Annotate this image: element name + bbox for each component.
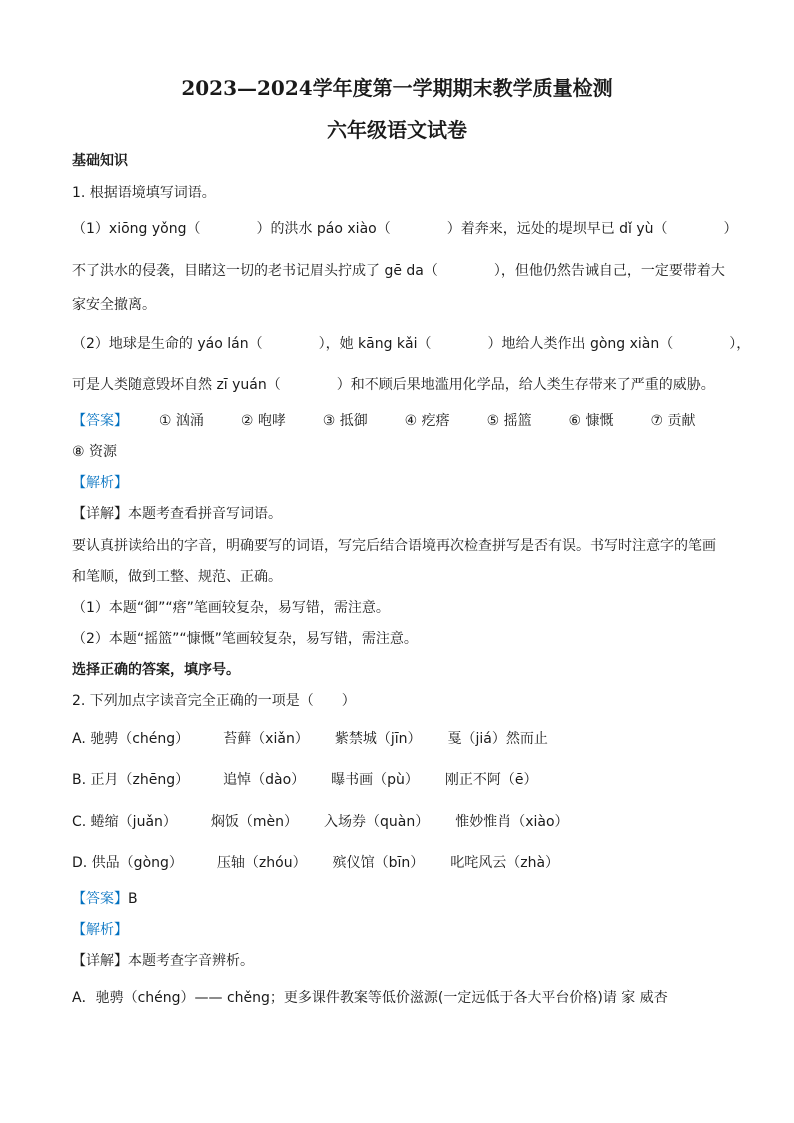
section-heading: 基础知识 bbox=[72, 153, 128, 169]
option-word: 压轴（zhóu） bbox=[216, 855, 307, 871]
analysis-tag: 【解析】 bbox=[72, 922, 128, 938]
answer-row bbox=[72, 890, 138, 908]
answer-item: ⑧ 资源 bbox=[72, 444, 118, 460]
option-word: B. 正月（zhēng） bbox=[72, 772, 190, 788]
q1-line: 不了洪水的侵袭，目睹这一切的老书记眉头拧成了 gē da（ ），但他仍然告诫自己，一定要带着大 bbox=[72, 263, 725, 279]
doc-title: 2023—2024学年度第一学期期末教学质量检测 bbox=[181, 76, 613, 100]
answer-item: ③ 抵御 bbox=[322, 413, 368, 429]
q1-line: 可是人类随意毁坏自然 zī yuán（ ）和不顾后果地滥用化学品，给人类生存带来了严重的威胁。 bbox=[72, 377, 715, 393]
question-stem: 1. 根据语境填写词语。 bbox=[72, 185, 216, 201]
option-d bbox=[72, 854, 585, 872]
q1-line: （1）xiōng yǒng（ ）的洪水 páo xiào（ ）着奔来，远处的堤坝早已 dǐ yù（ ） bbox=[72, 221, 738, 237]
option-word: C. 蜷缩（juǎn） bbox=[72, 814, 177, 830]
detail-tag: 【详解】 bbox=[72, 506, 128, 522]
option-word: A. 驰骋（chéng） bbox=[72, 731, 190, 747]
explanation-line: 要认真拼读给出的字音，明确要写的词语，写完后结合语境再次检查拼写是否有误。书写时注意字的笔画 bbox=[72, 538, 716, 554]
option-word: 入场券（quàn） bbox=[324, 814, 430, 830]
q1-line: （2）地球是生命的 yáo lán（ ），她 kāng kǎi（ ）地给人类作出 gòng xiàn（ ）， bbox=[72, 336, 751, 352]
explanation-line: （2）本题“摇篮”“慷慨”笔画较复杂，易写错，需注意。 bbox=[72, 631, 418, 647]
option-word: 叱咤风云（zhà） bbox=[450, 855, 560, 871]
detail-text: 本题考查看拼音写词语。 bbox=[128, 506, 282, 522]
option-word: D. 供品（gòng） bbox=[72, 855, 183, 871]
q1-line: 家安全撤离。 bbox=[72, 297, 156, 313]
option-word: 殡仪馆（bīn） bbox=[332, 855, 425, 871]
option-b bbox=[72, 771, 564, 789]
section-heading: 选择正确的答案，填序号。 bbox=[72, 662, 240, 678]
option-word: 追悼（dào） bbox=[223, 772, 306, 788]
answer-item: ⑦ 贡献 bbox=[650, 413, 696, 429]
option-c bbox=[72, 813, 595, 831]
explanation-line: 和笔顺，做到工整、规范、正确。 bbox=[72, 569, 282, 585]
option-a bbox=[72, 730, 574, 748]
explanation-line: A．驰骋（chéng）—— chěng；更多课件教案等低价滋源(一定远低于各大平台价格)请 家 威杏 bbox=[72, 990, 668, 1006]
detail-row bbox=[72, 505, 282, 523]
answer-item: ⑥ 慷慨 bbox=[568, 413, 614, 429]
doc-subtitle: 六年级语文试卷 bbox=[327, 118, 467, 142]
answer-tag: 【答案】 bbox=[72, 413, 128, 429]
option-word: 戛（jiá）然而止 bbox=[447, 731, 548, 747]
explanation-line: （1）本题“御”“瘩”笔画较复杂，易写错，需注意。 bbox=[72, 600, 390, 616]
option-word: 苔藓（xiǎn） bbox=[223, 731, 309, 747]
answer-tag: 【答案】 bbox=[72, 891, 128, 907]
option-word: 紫禁城（jīn） bbox=[334, 731, 422, 747]
option-word: 焖饭（mèn） bbox=[210, 814, 299, 830]
question-stem: 2. 下列加点字读音完全正确的一项是（ ） bbox=[72, 693, 356, 709]
answer-item: ② 咆哮 bbox=[240, 413, 286, 429]
answer-value: B bbox=[128, 891, 138, 907]
answer-item: ⑤ 摇篮 bbox=[486, 413, 532, 429]
detail-row bbox=[72, 952, 254, 970]
option-word: 惟妙惟肖（xiào） bbox=[455, 814, 569, 830]
option-word: 曝书画（pù） bbox=[331, 772, 419, 788]
option-word: 刚正不阿（ē） bbox=[444, 772, 538, 788]
detail-tag: 【详解】 bbox=[72, 953, 128, 969]
analysis-tag: 【解析】 bbox=[72, 475, 128, 491]
answer-item: ① 汹涌 bbox=[158, 413, 204, 429]
answer-item: ④ 疙瘩 bbox=[404, 413, 450, 429]
detail-text: 本题考查字音辨析。 bbox=[128, 953, 254, 969]
answer-row bbox=[72, 412, 695, 430]
